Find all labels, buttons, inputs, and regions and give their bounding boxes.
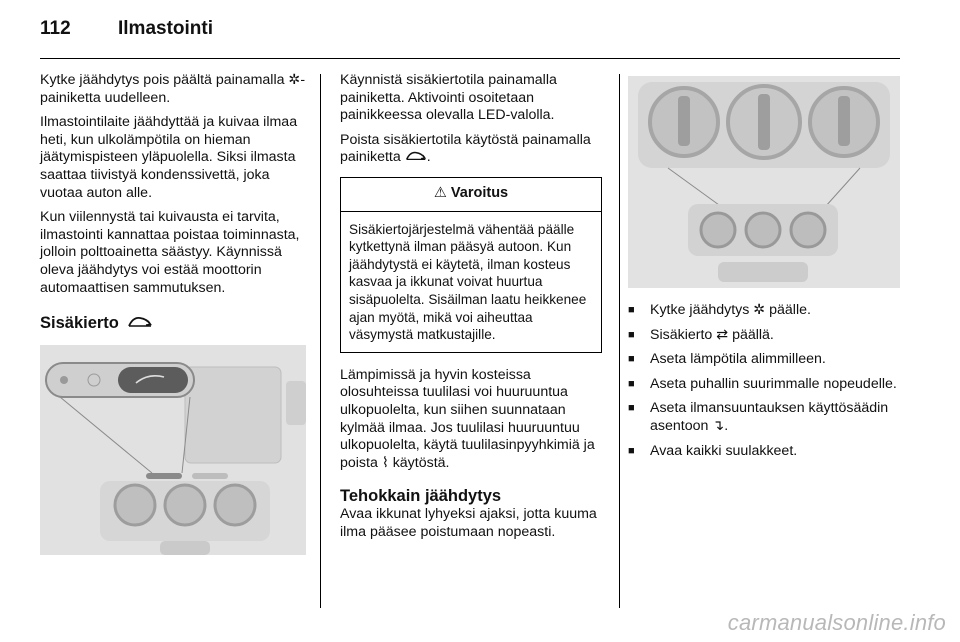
list-item: ■ Aseta puhallin suurimmalle nopeudelle.: [628, 376, 902, 394]
watermark: carmanualsonline.info: [727, 610, 946, 635]
paragraph-text: Poista sisäkiertotila käytöstä painamalla painiketta: [340, 131, 591, 166]
section-heading-recirculation: [40, 313, 306, 333]
list-item: ■ Sisäkierto ⇄ päällä.: [628, 327, 902, 345]
paragraph: Ilmastointilaite jäähdyttää ja kuivaa ilmaa heti, kun ulkolämpötila on hieman jäätymispisteen yläpuolella. Siksi ilmasta saattaa tiivistyä kondenssivettä, joka vuotaa auton alle.: [40, 114, 298, 201]
cooling-steps-list: [628, 302, 902, 460]
paragraph: Poista sisäkiertotila käytöstä painamalla painiketta .: [340, 131, 591, 166]
list-item: ■ Aseta ilmansuuntauksen käyttösäädin asentoon ↴.: [628, 400, 902, 435]
warning-triangle-icon: ⚠: [433, 184, 447, 201]
wiper-icon: ⌇: [381, 454, 389, 471]
paragraph: Avaa ikkunat lyhyeksi ajaksi, jotta kuuma ilma pääsee poistumaan nopeasti.: [340, 506, 597, 540]
column-3: [628, 72, 902, 467]
recirculation-button-illustration: [40, 345, 306, 555]
subheading-max-cooling: Tehokkain jäähdytys: [340, 487, 502, 506]
paragraph-text: Lämpimissä ja hyvin kosteissa olosuhteissa tuulilasi voi huuruuntua ulkopuolelta, kun siihen suunnataan kylmää ilmaa. Jos tuulilasi huuruuntuu ulkopuolelta, käytä tuulilasinpyyhkimiä ja poista: [340, 366, 595, 471]
warning-box: [340, 177, 602, 353]
recirculation-icon: [405, 150, 427, 162]
header-rule: [40, 58, 900, 59]
paragraph: [340, 367, 602, 473]
climate-control-illustration: [628, 76, 900, 288]
page-title: Ilmastointi: [118, 18, 214, 39]
column-divider-2: [619, 74, 620, 608]
page-number: 112: [40, 18, 71, 39]
recirculation-icon: [127, 315, 153, 329]
paragraph: Käynnistä sisäkiertotila painamalla painiketta. Aktivointi osoitetaan painikkeessa olevalla LED-valolla.: [340, 72, 557, 124]
column-2: [340, 72, 602, 548]
warning-title: Varoitus: [450, 184, 509, 201]
paragraph-text-end: käytöstä.: [392, 454, 450, 471]
column-divider-1: [320, 74, 321, 608]
section-heading-text: Sisäkierto: [40, 314, 119, 333]
column-1: [40, 72, 306, 555]
list-item: ■ Avaa kaikki suulakkeet.: [628, 443, 902, 461]
list-item: ■ Kytke jäähdytys ✲ päälle.: [628, 302, 902, 320]
list-item: ■ Aseta lämpötila alimmilleen.: [628, 351, 902, 369]
warning-text: Sisäkiertojärjestelmä vähentää päälle kytkettynä ilman pääsyä autoon. Kun jäähdytystä ei käytetä, ilman kosteus kasvaa ja ikkunat voivat huurtua sisäpuolelta. Sisäilman laatu heikkenee ajan myötä, mikä voi aiheuttaa väsymystä matkustajille.: [349, 221, 587, 343]
warning-header: [341, 178, 601, 212]
paragraph: Kytke jäähdytys pois päältä painamalla ✲-painiketta uudelleen.: [40, 72, 306, 106]
paragraph: Kun viilennystä tai kuivausta ei tarvita, ilmastointi kannattaa poistaa toiminnasta, jolloin polttoainetta säästyy. Käynnissä oleva jäähdytys voi estää moottorin automaattisen sammutuksen.: [40, 209, 300, 296]
